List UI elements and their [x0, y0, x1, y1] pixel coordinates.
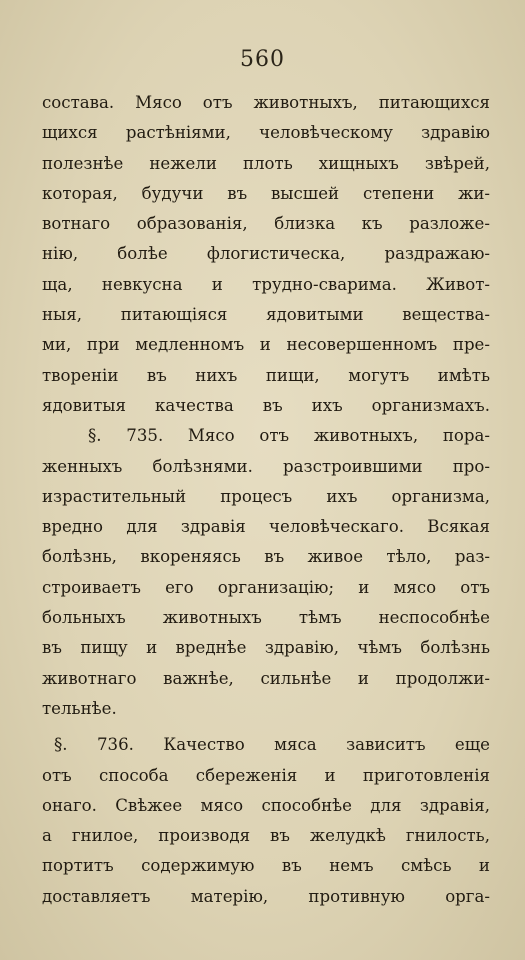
text-line: ныя, питающіяся ядовитыми вещества-	[42, 305, 490, 325]
text-line: женныхъ болѣзнями. разстроившими про-	[42, 456, 490, 476]
text-line: ядовитыя качества въ ихъ организмахъ.	[42, 395, 490, 415]
text-line: въ пищу и вреднѣе здравію, чѣмъ болѣзнь	[42, 638, 490, 658]
text-line: болѣзнь, вкореняясь въ живое тѣло, раз-	[42, 547, 490, 567]
text-line: нію, болѣе флогистическа, раздражаю-	[42, 244, 490, 264]
text-line: онаго. Свѣжее мясо способнѣе для здравія,	[42, 795, 490, 815]
text-line: тельнѣе.	[42, 698, 117, 718]
text-line: ща, невкусна и трудно-сварима. Живот-	[42, 274, 490, 294]
body-text	[42, 88, 490, 912]
text-line: которая, будучи въ высшей степени жи-	[42, 183, 490, 203]
text-line: полезнѣе нежели плоть хищныхъ звѣрей,	[42, 153, 490, 173]
text-line: щихся растѣніями, человѣческому здравію	[42, 123, 490, 143]
text-line: животнаго важнѣе, сильнѣе и продолжи-	[42, 668, 490, 688]
text-line: твореніи въ нихъ пищи, могутъ имѣть	[42, 365, 490, 385]
text-line: а гнилое, производя въ желудкѣ гнилость,	[42, 826, 490, 846]
text-line: больныхъ животныхъ тѣмъ неспособнѣе	[42, 608, 490, 628]
section-735-first-line: §. 735. Мясо отъ животныхъ, пора-	[88, 426, 490, 446]
text-line: портитъ содержимую въ немъ смѣсь и	[42, 856, 490, 876]
text-line: израстительный процесъ ихъ организма,	[42, 486, 490, 506]
text-line: строиваетъ его организацію; и мясо отъ	[42, 577, 490, 597]
text-line: ми, при медленномъ и несовершенномъ пре-	[42, 335, 490, 355]
text-line: вотнаго образованія, близка къ разложе-	[42, 214, 490, 234]
text-line: отъ способа сбереженія и приготовленія	[42, 765, 490, 785]
text-line: вредно для здравія человѣческаго. Всякая	[42, 517, 490, 537]
page-number: 560	[240, 47, 285, 72]
text-line: доставляетъ матерію, противную орга-	[42, 886, 490, 906]
section-736-first-line: §. 736. Качество мяса зависитъ еще	[54, 735, 490, 755]
text-line: состава. Мясо отъ животныхъ, питающихся	[42, 93, 490, 112]
